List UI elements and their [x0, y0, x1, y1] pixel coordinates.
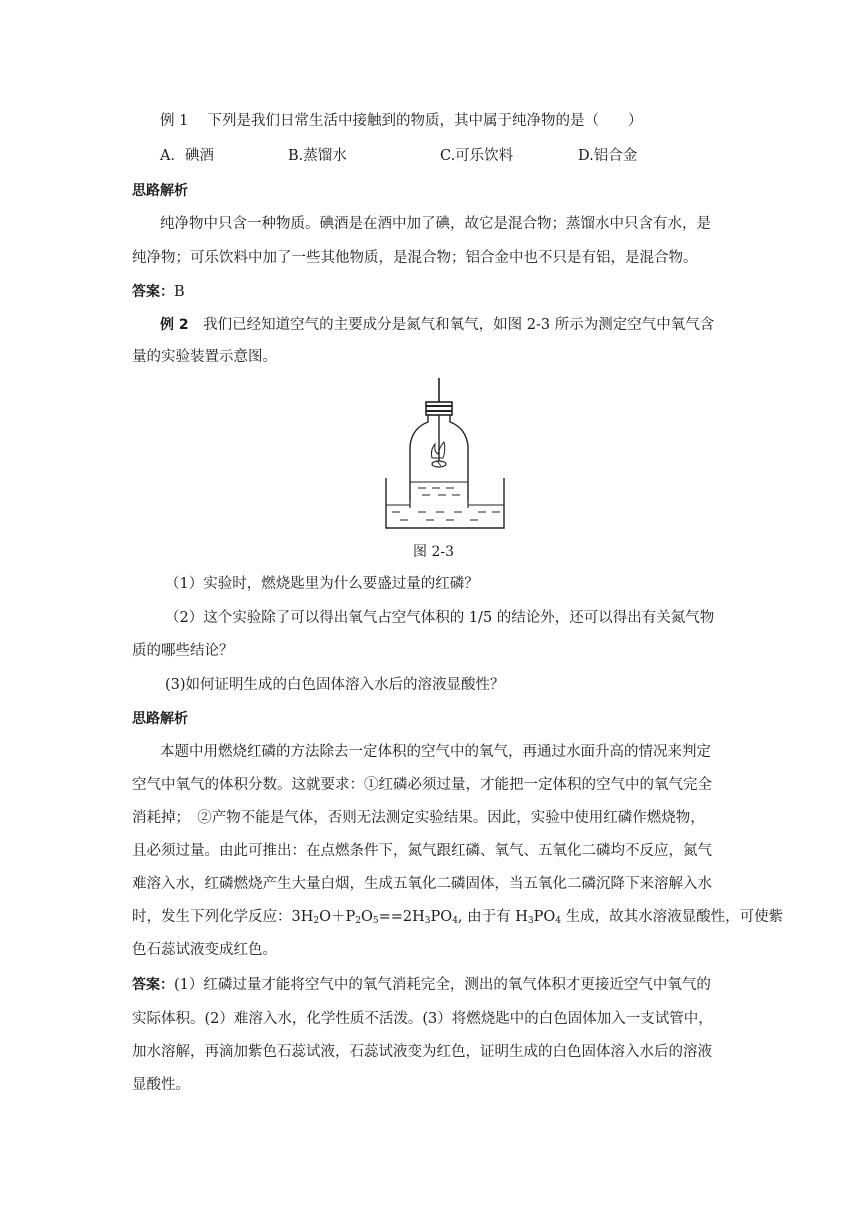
- option-b: B.蒸馏水: [288, 148, 347, 164]
- water-in-jar: [418, 488, 460, 495]
- burning-phosphorus: [431, 442, 444, 458]
- example2-analysis-line-3: 消耗掉； ②产物不能是气体，否则无法测定实验结果。因此，实验中使用红磷作燃烧物，: [132, 810, 705, 826]
- reaction-prefix: 时，发生下列化学反应：: [132, 909, 292, 925]
- example2-analysis-line-7: 色石蕊试液变成红色。: [132, 942, 277, 958]
- example2-analysis-line-1: 本题中用燃烧红磷的方法除去一定体积的空气中的氧气，再通过水面升高的情况来判定: [160, 744, 711, 760]
- water-in-trough: [392, 512, 500, 520]
- example2-question-2: （2）这个实验除了可以得出氧气占空气体积的 1/5 的结论外，还可以得出有关氮气物: [165, 610, 715, 626]
- stopper: [426, 402, 452, 415]
- product-formula: $H_3PO_4$: [515, 909, 562, 926]
- option-d: D.铝合金: [578, 148, 638, 164]
- example2-answer-text-1: (1）红磷过量才能将空气中的氧气消耗完全，测出的氧气体积才更接近空气中氧气的: [174, 977, 711, 993]
- example2-answer-line-3: 加水溶解，再滴加紫色石蕊试液，石蕊试液变为红色，证明生成的白色固体溶入水后的溶液: [132, 1044, 712, 1060]
- example2-answer-line-4: 显酸性。: [132, 1077, 190, 1093]
- reaction-suffix: 生成，故其水溶液显酸性，可使紫: [561, 909, 784, 925]
- example1-analysis-line-1: 纯净物中只含一种物质。碘酒是在酒中加了碘，故它是混合物；蒸馏水中只含有水，是: [160, 216, 711, 232]
- example2-question-3: (3)如何证明生成的白色固体溶入水后的溶液显酸性？: [165, 677, 505, 693]
- example2-analysis-line-4: 且必须过量。由此可推出：在点燃条件下，氮气跟红磷、氧气、五氧化二磷均不反应，氮气: [132, 843, 712, 859]
- example1-analysis-heading: 思路解析: [132, 183, 188, 199]
- example2-analysis-line-6: [132, 907, 783, 927]
- reaction-mid: , 由于有: [457, 909, 516, 925]
- example1-question: 例 1 下列是我们日常生活中接触到的物质，其中属于纯净物的是（ ）: [160, 113, 643, 129]
- example2-question-1: （1）实验时，燃烧匙里为什么要盛过量的红磷？: [165, 576, 479, 592]
- example2-analysis-heading: 思路解析: [132, 711, 188, 727]
- example2-analysis-line-5: 难溶入水，红磷燃烧产生大量白烟，生成五氧化二磷固体，当五氧化二磷沉降下来溶解入水: [132, 876, 712, 892]
- example2-question-2-cont: 质的哪些结论？: [132, 643, 234, 659]
- example1-answer: [132, 282, 185, 302]
- example2-answer-line-2: 实际体积。(2）难溶入水，化学性质不活泼。(3）将燃烧匙中的白色固体加入一支试管中，: [132, 1011, 713, 1027]
- example2-answer-label: 答案：: [132, 977, 174, 993]
- example1-answer-value: B: [174, 284, 185, 300]
- apparatus-figure: [380, 378, 510, 530]
- example1-answer-label: 答案：: [132, 284, 174, 300]
- chemical-equation: $3H_2O+P_2O_5==2H_3PO_4$: [291, 909, 458, 926]
- example2-analysis-line-2: 空气中氧气的体积分数。这就要求：①红磷必须过量，才能把一定体积的空气中的氧气完全: [132, 777, 712, 793]
- example2-answer-line-1: [132, 975, 711, 995]
- example2-label: 例 2: [160, 317, 189, 333]
- example1-analysis-line-2: 纯净物；可乐饮料中加了一些其他物质，是混合物；铝合金中也不只是有铝，是混合物。: [132, 250, 698, 266]
- option-a: A．碘酒: [160, 148, 214, 164]
- figure-caption: 图 2-3: [413, 544, 454, 560]
- example2-intro-text: 我们已经知道空气的主要成分是氮气和氧气，如图 2-3 所示为测定空气中氧气含: [188, 317, 715, 333]
- option-c: C.可乐饮料: [440, 148, 514, 164]
- example2-intro-2: 量的实验装置示意图。: [132, 349, 277, 365]
- example2-intro-1: [160, 315, 714, 335]
